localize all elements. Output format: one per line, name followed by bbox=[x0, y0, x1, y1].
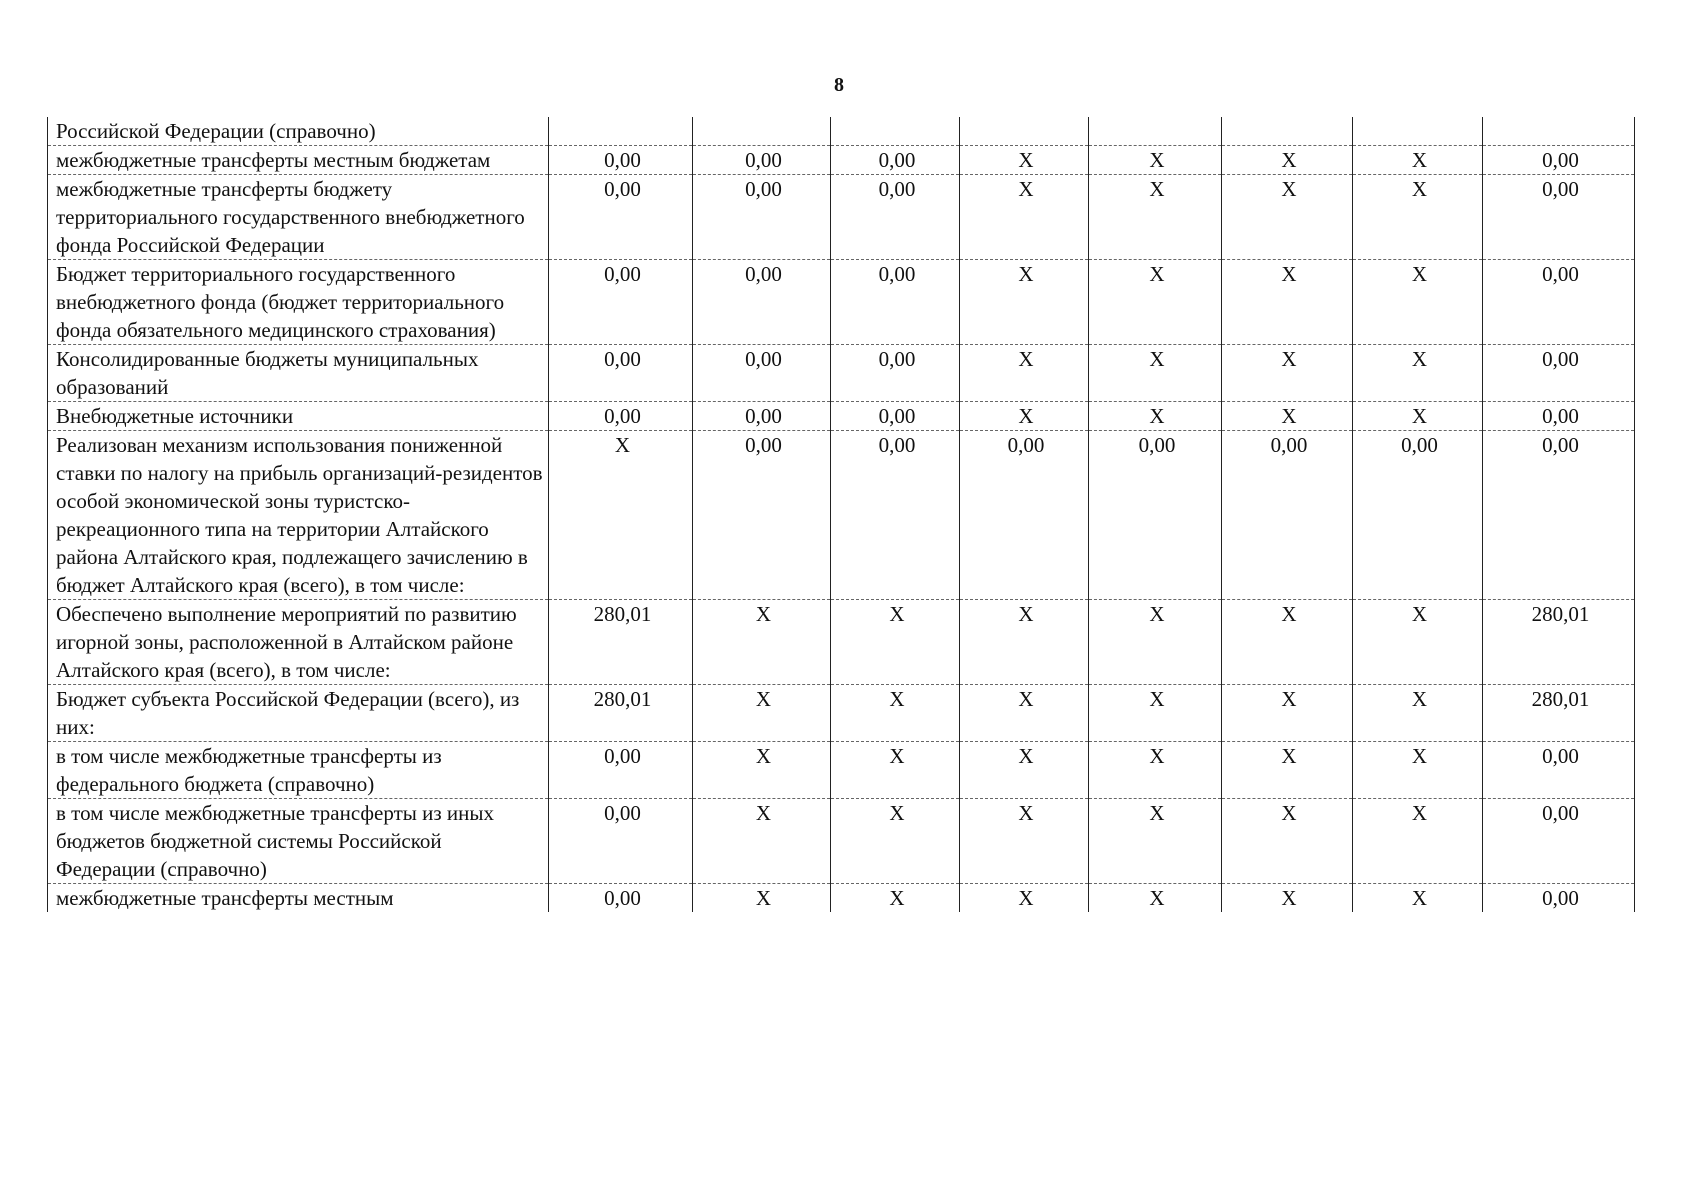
row-value-col-5 bbox=[1089, 117, 1222, 146]
row-value-col-3: 0,00 bbox=[831, 402, 960, 431]
row-value-col-8: 0,00 bbox=[1483, 260, 1635, 345]
row-value-col-5: X bbox=[1089, 685, 1222, 742]
row-label: межбюджетные трансферты местным бюджетам bbox=[48, 146, 549, 175]
row-value-col-4: 0,00 bbox=[960, 431, 1089, 600]
row-label: межбюджетные трансферты бюджету территориального государственного внебюджетного фонда Российской Федерации bbox=[48, 175, 549, 260]
row-value-col-1: 280,01 bbox=[549, 600, 693, 685]
row-value-col-6 bbox=[1222, 117, 1353, 146]
row-value-col-2: 0,00 bbox=[693, 175, 831, 260]
row-value-col-8: 0,00 bbox=[1483, 345, 1635, 402]
row-label: межбюджетные трансферты местным bbox=[48, 884, 549, 913]
table-row bbox=[48, 117, 1635, 146]
row-value-col-2: X bbox=[693, 685, 831, 742]
row-label: Обеспечено выполнение мероприятий по развитию игорной зоны, расположенной в Алтайском районе Алтайского края (всего), в том числе: bbox=[48, 600, 549, 685]
row-value-col-6: X bbox=[1222, 345, 1353, 402]
table-row bbox=[48, 685, 1635, 742]
row-label: в том числе межбюджетные трансферты из иных бюджетов бюджетной системы Российской Федерации (справочно) bbox=[48, 799, 549, 884]
row-value-col-5: X bbox=[1089, 884, 1222, 913]
budget-table bbox=[47, 117, 1635, 912]
row-value-col-2: 0,00 bbox=[693, 345, 831, 402]
row-value-col-5: X bbox=[1089, 742, 1222, 799]
row-value-col-2: X bbox=[693, 600, 831, 685]
row-value-col-3: X bbox=[831, 742, 960, 799]
row-value-col-8: 280,01 bbox=[1483, 600, 1635, 685]
row-value-col-7: X bbox=[1353, 742, 1483, 799]
row-value-col-6: X bbox=[1222, 260, 1353, 345]
row-label: Бюджет субъекта Российской Федерации (всего), из них: bbox=[48, 685, 549, 742]
row-value-col-7: X bbox=[1353, 345, 1483, 402]
table-row bbox=[48, 175, 1635, 260]
row-value-col-1: 0,00 bbox=[549, 884, 693, 913]
row-value-col-2: 0,00 bbox=[693, 402, 831, 431]
row-value-col-4: X bbox=[960, 175, 1089, 260]
row-value-col-8: 0,00 bbox=[1483, 402, 1635, 431]
row-label: Реализован механизм использования пониженной ставки по налогу на прибыль организаций-резидентов особой экономической зоны туристско-рекреационного типа на территории Алтайского района Алтайского края, подлежащего зачислению в бюджет Алтайского края (всего), в том числе: bbox=[48, 431, 549, 600]
row-value-col-6: X bbox=[1222, 884, 1353, 913]
row-value-col-6: X bbox=[1222, 175, 1353, 260]
row-value-col-7: 0,00 bbox=[1353, 431, 1483, 600]
table-row bbox=[48, 799, 1635, 884]
row-value-col-8: 280,01 bbox=[1483, 685, 1635, 742]
row-value-col-7: X bbox=[1353, 260, 1483, 345]
row-value-col-1: 0,00 bbox=[549, 799, 693, 884]
row-value-col-4: X bbox=[960, 345, 1089, 402]
row-value-col-7: X bbox=[1353, 600, 1483, 685]
row-value-col-1: 0,00 bbox=[549, 146, 693, 175]
row-value-col-5: X bbox=[1089, 345, 1222, 402]
row-label: Внебюджетные источники bbox=[48, 402, 549, 431]
table-row bbox=[48, 402, 1635, 431]
row-value-col-2: X bbox=[693, 799, 831, 884]
row-value-col-7: X bbox=[1353, 175, 1483, 260]
row-value-col-8: 0,00 bbox=[1483, 146, 1635, 175]
row-value-col-5: X bbox=[1089, 175, 1222, 260]
row-value-col-6: X bbox=[1222, 600, 1353, 685]
row-value-col-2: X bbox=[693, 884, 831, 913]
row-value-col-1: X bbox=[549, 431, 693, 600]
row-value-col-1: 0,00 bbox=[549, 402, 693, 431]
row-value-col-6: X bbox=[1222, 799, 1353, 884]
row-value-col-4 bbox=[960, 117, 1089, 146]
row-value-col-5: X bbox=[1089, 799, 1222, 884]
row-value-col-6: X bbox=[1222, 402, 1353, 431]
row-value-col-3: 0,00 bbox=[831, 175, 960, 260]
row-value-col-4: X bbox=[960, 402, 1089, 431]
row-value-col-3: 0,00 bbox=[831, 146, 960, 175]
row-value-col-3: X bbox=[831, 600, 960, 685]
row-value-col-8: 0,00 bbox=[1483, 799, 1635, 884]
row-value-col-7: X bbox=[1353, 799, 1483, 884]
row-value-col-4: X bbox=[960, 260, 1089, 345]
row-value-col-5: X bbox=[1089, 402, 1222, 431]
table-body bbox=[48, 117, 1635, 912]
row-value-col-4: X bbox=[960, 884, 1089, 913]
row-label: в том числе межбюджетные трансферты из федерального бюджета (справочно) bbox=[48, 742, 549, 799]
row-value-col-3: 0,00 bbox=[831, 431, 960, 600]
row-value-col-2 bbox=[693, 117, 831, 146]
row-value-col-7: X bbox=[1353, 884, 1483, 913]
row-value-col-4: X bbox=[960, 685, 1089, 742]
row-value-col-8: 0,00 bbox=[1483, 431, 1635, 600]
row-value-col-3: X bbox=[831, 685, 960, 742]
row-value-col-5: X bbox=[1089, 600, 1222, 685]
row-value-col-5: X bbox=[1089, 146, 1222, 175]
row-value-col-5: 0,00 bbox=[1089, 431, 1222, 600]
row-value-col-4: X bbox=[960, 799, 1089, 884]
row-value-col-3: 0,00 bbox=[831, 345, 960, 402]
table-row bbox=[48, 146, 1635, 175]
row-value-col-5: X bbox=[1089, 260, 1222, 345]
row-value-col-4: X bbox=[960, 146, 1089, 175]
row-value-col-6: 0,00 bbox=[1222, 431, 1353, 600]
row-value-col-1: 0,00 bbox=[549, 260, 693, 345]
row-value-col-6: X bbox=[1222, 685, 1353, 742]
row-value-col-4: X bbox=[960, 742, 1089, 799]
table-row bbox=[48, 431, 1635, 600]
table-row bbox=[48, 884, 1635, 913]
table-row bbox=[48, 600, 1635, 685]
table-row bbox=[48, 260, 1635, 345]
row-value-col-8: 0,00 bbox=[1483, 884, 1635, 913]
row-value-col-3: 0,00 bbox=[831, 260, 960, 345]
row-value-col-2: 0,00 bbox=[693, 146, 831, 175]
row-value-col-3: X bbox=[831, 799, 960, 884]
row-label: Российской Федерации (справочно) bbox=[48, 117, 549, 146]
row-value-col-6: X bbox=[1222, 146, 1353, 175]
row-value-col-1: 0,00 bbox=[549, 742, 693, 799]
row-value-col-2: 0,00 bbox=[693, 431, 831, 600]
row-value-col-7 bbox=[1353, 117, 1483, 146]
row-value-col-2: 0,00 bbox=[693, 260, 831, 345]
row-value-col-7: X bbox=[1353, 402, 1483, 431]
row-value-col-3: X bbox=[831, 884, 960, 913]
row-label: Консолидированные бюджеты муниципальных образований bbox=[48, 345, 549, 402]
row-value-col-8 bbox=[1483, 117, 1635, 146]
table-row bbox=[48, 742, 1635, 799]
row-value-col-1 bbox=[549, 117, 693, 146]
page-number-text: 8 bbox=[834, 74, 844, 96]
row-label: Бюджет территориального государственного внебюджетного фонда (бюджет территориального фонда обязательного медицинского страхования) bbox=[48, 260, 549, 345]
row-value-col-4: X bbox=[960, 600, 1089, 685]
row-value-col-1: 280,01 bbox=[549, 685, 693, 742]
row-value-col-6: X bbox=[1222, 742, 1353, 799]
row-value-col-1: 0,00 bbox=[549, 175, 693, 260]
row-value-col-1: 0,00 bbox=[549, 345, 693, 402]
row-value-col-7: X bbox=[1353, 146, 1483, 175]
row-value-col-8: 0,00 bbox=[1483, 742, 1635, 799]
table-row bbox=[48, 345, 1635, 402]
row-value-col-3 bbox=[831, 117, 960, 146]
row-value-col-8: 0,00 bbox=[1483, 175, 1635, 260]
row-value-col-2: X bbox=[693, 742, 831, 799]
row-value-col-7: X bbox=[1353, 685, 1483, 742]
